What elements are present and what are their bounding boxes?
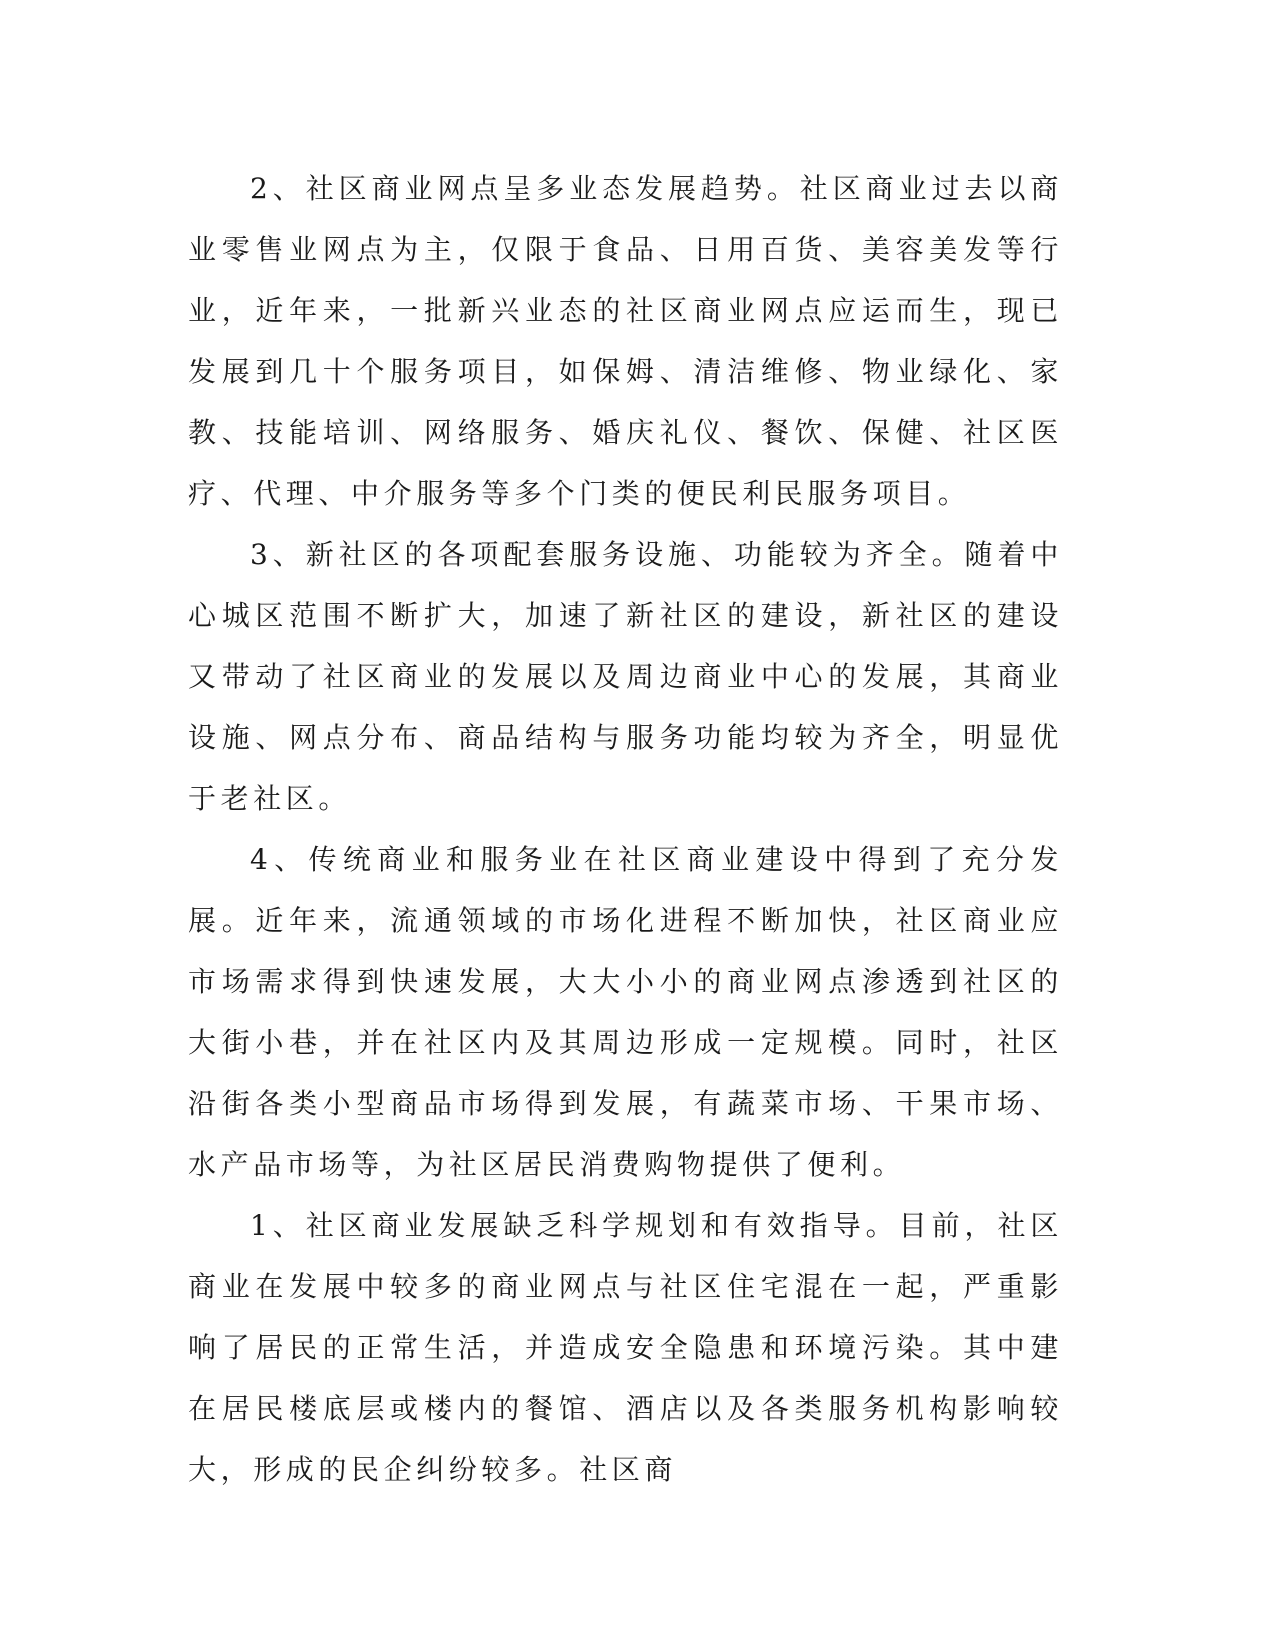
paragraph-new-community-facilities: 3、新社区的各项配套服务设施、功能较为齐全。随着中心城区范围不断扩大，加速了新社区的建设，新社区的建设又带动了社区商业的发展以及周边商业中心的发展，其商业设施、网点分布、商品结构与服务功能均较为齐全，明显优于老社区。 bbox=[188, 538, 1063, 815]
paragraph-multi-format-trend: 2、社区商业网点呈多业态发展趋势。社区商业过去以商业零售业网点为主，仅限于食品、日用百货、美容美发等行业，近年来，一批新兴业态的社区商业网点应运而生，现已发展到几十个服务项目，如保姆、清洁维修、物业绿化、家教、技能培训、网络服务、婚庆礼仪、餐饮、保健、社区医疗、代理、中介服务等多个门类的便民利民服务项目。 bbox=[188, 172, 1063, 510]
document-body bbox=[188, 158, 1063, 1500]
paragraph-traditional-commerce: 4、传统商业和服务业在社区商业建设中得到了充分发展。近年来，流通领域的市场化进程不断加快，社区商业应市场需求得到快速发展，大大小小的商业网点渗透到社区的大街小巷，并在社区内及其周边形成一定规模。同时，社区沿街各类小型商品市场得到发展，有蔬菜市场、干果市场、水产品市场等，为社区居民消费购物提供了便利。 bbox=[188, 843, 1063, 1181]
paragraph-lack-of-planning: 1、社区商业发展缺乏科学规划和有效指导。目前，社区商业在发展中较多的商业网点与社区住宅混在一起，严重影响了居民的正常生活，并造成安全隐患和环境污染。其中建在居民楼底层或楼内的餐馆、酒店以及各类服务机构影响较大，形成的民企纠纷较多。社区商 bbox=[188, 1209, 1063, 1486]
